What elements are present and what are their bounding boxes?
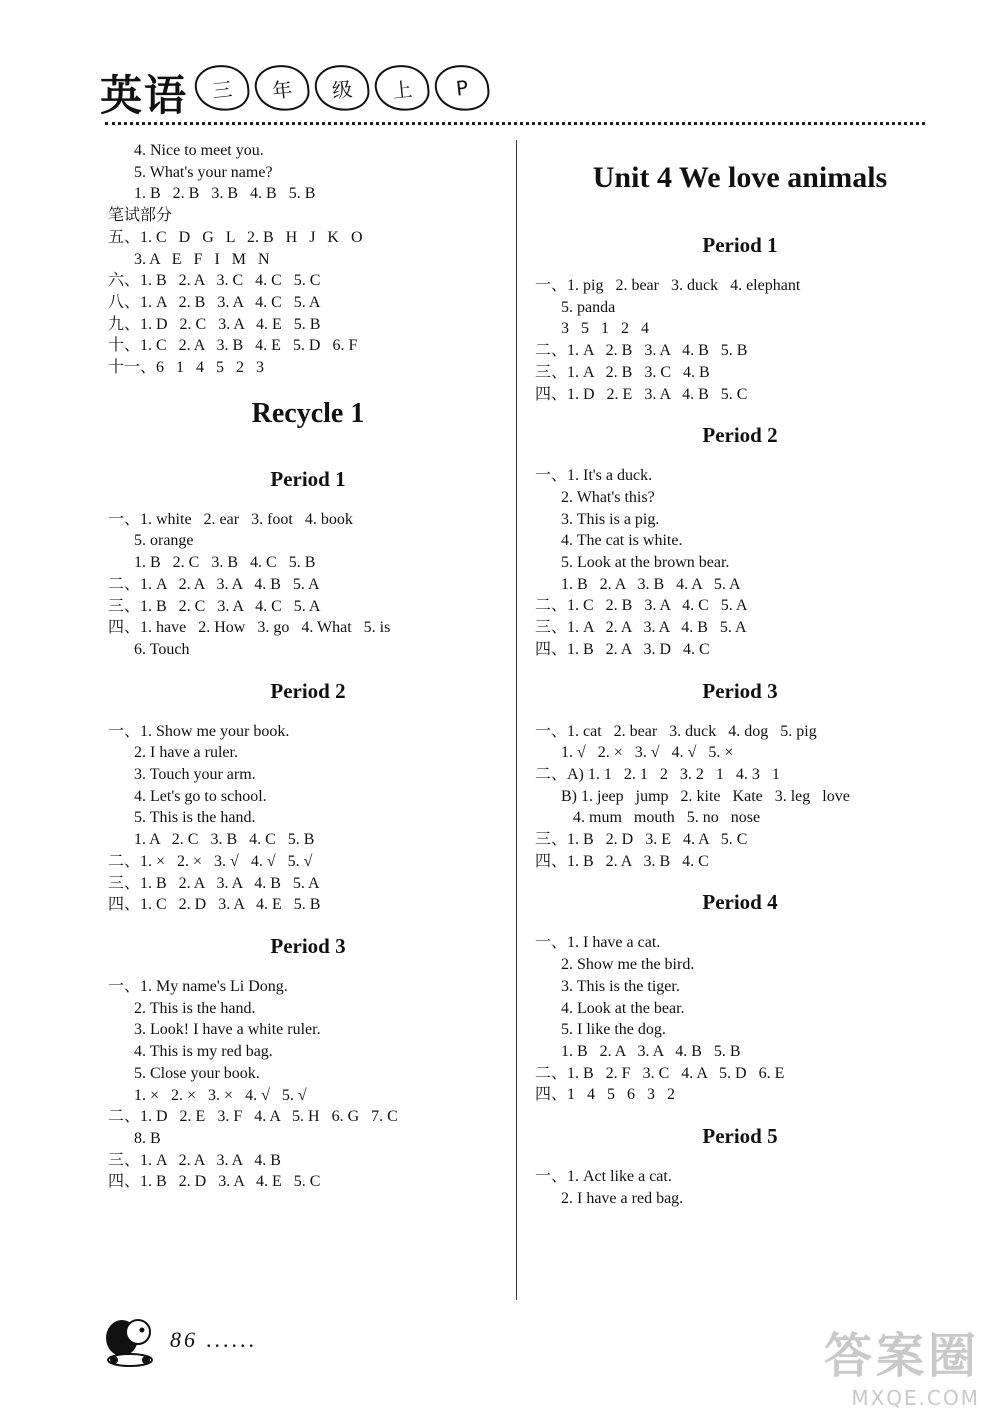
column-divider <box>516 140 517 1300</box>
header-dotted-divider <box>105 122 925 125</box>
answer-line: 六、1. B 2. A 3. C 4. C 5. C <box>108 272 321 290</box>
grade-tags <box>195 65 489 111</box>
answer-line: 三、1. B 2. D 3. E 4. A 5. C <box>535 831 748 849</box>
answer-line: 三、1. B 2. C 3. A 4. C 5. A <box>108 597 321 615</box>
answer-line: 5. orange <box>134 532 194 550</box>
period-heading: Period 3 <box>702 678 778 703</box>
answer-line: 二、1. B 2. F 3. C 4. A 5. D 6. E <box>535 1064 785 1082</box>
answer-line: 3. This is the tiger. <box>561 977 680 995</box>
answer-line: 2. Show me the bird. <box>561 956 695 974</box>
answer-line: 三、1. B 2. A 3. A 4. B 5. A <box>108 874 320 892</box>
answer-line: B) 1. jeep jump 2. kite Kate 3. leg love <box>561 787 850 805</box>
answer-line: 一、1. Show me your book. <box>108 722 290 740</box>
answer-line: 1. B 2. B 3. B 4. B 5. B <box>134 185 316 203</box>
page-header <box>100 55 930 125</box>
answer-line: 四、1. C 2. D 3. A 4. E 5. B <box>108 896 321 914</box>
grade-tag: 年 <box>253 62 312 113</box>
period-heading: Period 1 <box>270 466 346 491</box>
answer-line: 十一、6 1 4 5 2 3 <box>108 359 265 377</box>
grade-tag: P <box>433 62 492 113</box>
answer-line: 十、1. C 2. A 3. B 4. E 5. D 6. F <box>108 337 358 355</box>
answer-line: 二、1. A 2. A 3. A 4. B 5. A <box>108 575 320 593</box>
answer-line: 九、1. D 2. C 3. A 4. E 5. B <box>108 315 321 333</box>
answer-line: 二、1. × 2. × 3. √ 4. √ 5. √ <box>108 852 313 870</box>
answer-line: 5. This is the hand. <box>134 809 256 827</box>
answer-line: 一、1. cat 2. bear 3. duck 4. dog 5. pig <box>535 722 817 740</box>
answer-line: 1. √ 2. × 3. √ 4. √ 5. × <box>561 744 734 762</box>
page-footer <box>100 1310 258 1370</box>
answer-line: 1. B 2. A 3. A 4. B 5. B <box>561 1042 741 1060</box>
answer-line: 6. Touch <box>134 640 190 658</box>
answer-line: 四、1. have 2. How 3. go 4. What 5. is <box>108 619 391 637</box>
answer-line: 四、1 4 5 6 3 2 <box>535 1086 676 1104</box>
grade-tag: 上 <box>373 62 432 113</box>
period-heading: Period 3 <box>270 933 346 958</box>
answer-line: 四、1. D 2. E 3. A 4. B 5. C <box>535 385 748 403</box>
answer-line: 3. A E F I M N <box>134 250 270 268</box>
answer-line: 2. What's this? <box>561 488 655 506</box>
period-heading: Period 1 <box>702 233 778 257</box>
mascot-icon <box>100 1310 160 1370</box>
answer-line: 4. The cat is white. <box>561 532 683 550</box>
answer-line: 笔试部分 <box>108 207 173 225</box>
answer-line: 5. Look at the brown bear. <box>561 554 730 572</box>
answer-line: 八、1. A 2. B 3. A 4. C 5. A <box>108 293 321 311</box>
answer-line: 3. This is a pig. <box>561 510 660 528</box>
answer-line: 一、1. It's a duck. <box>535 467 653 485</box>
answer-line: 5. I like the dog. <box>561 1021 666 1039</box>
page-number: 86 ...... <box>170 1327 258 1352</box>
grade-tag: 三 <box>193 62 252 113</box>
answer-line: 3 5 1 2 4 <box>561 320 649 338</box>
right-column <box>535 140 945 1210</box>
watermark <box>824 1317 980 1410</box>
answer-line: 四、1. B 2. A 3. D 4. C <box>535 640 710 658</box>
answer-line: 4. mum mouth 5. no nose <box>561 809 761 827</box>
answer-line: 三、1. A 2. A 3. A 4. B <box>108 1151 281 1169</box>
answer-line: 三、1. A 2. B 3. C 4. B <box>535 363 710 381</box>
answer-line: 四、1. B 2. D 3. A 4. E 5. C <box>108 1173 321 1191</box>
answer-line: 5. Close your book. <box>134 1064 260 1082</box>
answer-line: 1. A 2. C 3. B 4. C 5. B <box>134 831 315 849</box>
grade-tag: 级 <box>313 62 372 113</box>
left-column <box>108 140 508 1193</box>
answer-line: 五、1. C D G L 2. B H J K O <box>108 228 363 246</box>
answer-line: 5. panda <box>561 298 616 316</box>
period-heading: Period 4 <box>702 890 778 915</box>
answer-line: 1. B 2. C 3. B 4. C 5. B <box>134 554 316 572</box>
answer-line: 3. Touch your arm. <box>134 766 256 784</box>
answer-line: 2. I have a ruler. <box>134 744 238 762</box>
answer-line: 5. What's your name? <box>134 163 273 181</box>
answer-line: 四、1. B 2. A 3. B 4. C <box>535 852 709 870</box>
answer-line: 3. Look! I have a white ruler. <box>134 1021 321 1039</box>
answer-line: 4. Let's go to school. <box>134 787 267 805</box>
section-title: Recycle 1 <box>251 397 365 429</box>
answer-line: 二、1. A 2. B 3. A 4. B 5. B <box>535 342 748 360</box>
subject-title: 英语 <box>100 71 189 120</box>
answer-line: 一、1. Act like a cat. <box>535 1168 672 1186</box>
answer-line: 二、1. C 2. B 3. A 4. C 5. A <box>535 597 748 615</box>
unit-title: Unit 4 We love animals <box>592 161 888 194</box>
answer-line: 一、1. white 2. ear 3. foot 4. book <box>108 510 353 528</box>
answer-line: 8. B <box>134 1129 161 1147</box>
answer-line: 4. Nice to meet you. <box>134 142 264 159</box>
watermark-domain: MXQE.COM <box>851 1386 980 1410</box>
answer-line: 一、1. pig 2. bear 3. duck 4. elephant <box>535 277 801 294</box>
answer-line: 2. This is the hand. <box>134 999 256 1017</box>
answer-line: 二、1. D 2. E 3. F 4. A 5. H 6. G 7. C <box>108 1108 398 1126</box>
period-heading: Period 2 <box>702 423 778 448</box>
period-heading: Period 5 <box>702 1124 778 1149</box>
answer-line: 一、1. My name's Li Dong. <box>108 977 288 995</box>
answer-line: 1. × 2. × 3. × 4. √ 5. √ <box>134 1086 307 1104</box>
period-heading: Period 2 <box>270 678 346 703</box>
answer-line: 一、1. I have a cat. <box>535 934 661 952</box>
answer-line: 4. Look at the bear. <box>561 999 685 1017</box>
answer-line: 4. This is my red bag. <box>134 1043 273 1061</box>
watermark-logo-text: 答案圈 <box>823 1328 980 1384</box>
answer-line: 2. I have a red bag. <box>561 1189 684 1207</box>
answer-line: 三、1. A 2. A 3. A 4. B 5. A <box>535 619 747 637</box>
answer-line: 二、A) 1. 1 2. 1 2 3. 2 1 4. 3 1 <box>535 765 780 783</box>
answer-line: 1. B 2. A 3. B 4. A 5. A <box>561 575 741 593</box>
